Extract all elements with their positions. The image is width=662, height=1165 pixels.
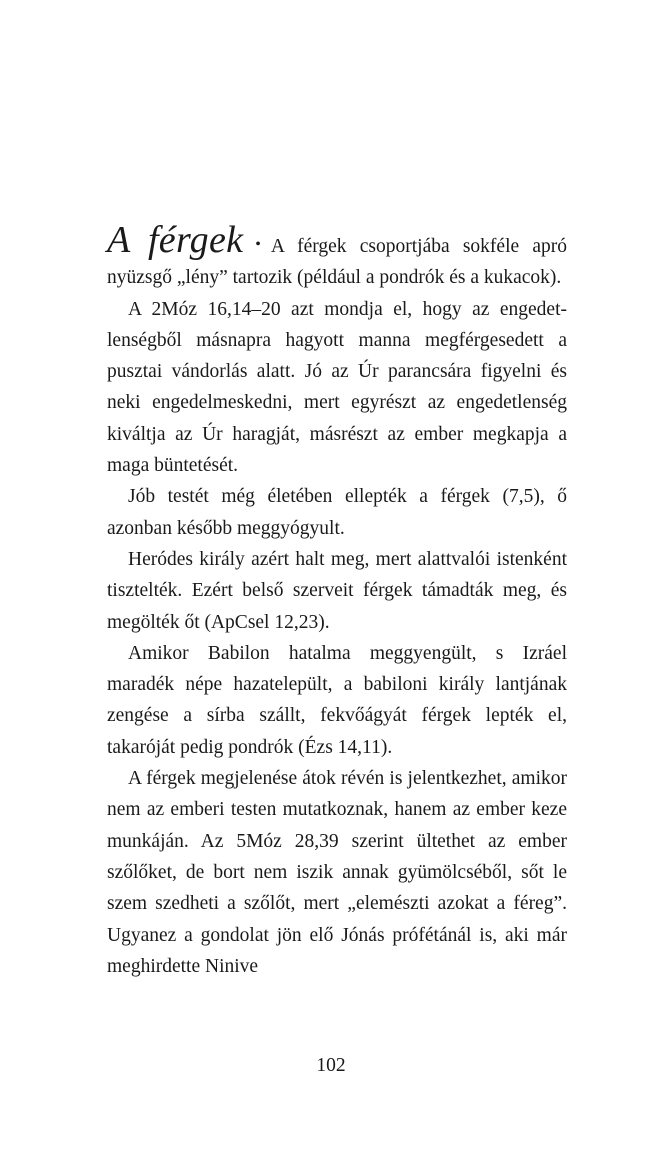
page-body-text	[107, 219, 567, 982]
page-number: 102	[316, 1055, 346, 1076]
paragraph-curse: A férgek megjelenése átok révén is jelentkezhet, amikor nem az emberi testen mutatkoznak, hanem az ember keze munkáján. Az 5Móz 28,39 szerint ültethet az ember szőlőket, de bort nem iszik annak gyümölcséből, sőt le szem szedheti a szőlőt, mert „elemészti azokat a féreg”. Ugyanez a gondolat jön elő Jónás prófétánál is, aki már meghirdette Ninive	[107, 768, 567, 977]
paragraph-herod: Heródes király azért halt meg, mert alattvalói istenként tisztelték. Ezért belső szerveit férgek támadták meg, és megölték őt (ApCsel 12,23).	[107, 548, 567, 633]
paragraph-manna: A 2Móz 16,14–20 azt mondja el, hogy az engedetlenségből másnapra hagyott manna megférgesedett a pusztai vándorlás alatt. Jó az Úr parancsára figyelni és neki engedelmeskedni, mert egyrészt az engedetlenség kiváltja az Úr haragját, másrészt az ember megkapja a maga büntetését.	[107, 298, 567, 477]
paragraph-job: Jób testét még életében ellepték a férgek (7,5), ő azonban később meggyógyult.	[107, 486, 567, 539]
entry-intro-paragraph	[107, 219, 567, 294]
entry-title: A férgek	[107, 219, 244, 261]
title-separator-bullet: •	[255, 236, 261, 253]
paragraph-babylon: Amikor Babilon hatalma meggyengült, s Izráel maradék népe hazatelepült, a babiloni király lantjának zengése a sírba szállt, fekvőágyát férgek lepték el, takaróját pedig pondrók (Ézs 14,11).	[107, 642, 567, 758]
entry-intro-text: A férgek csoportjába sokféle apró nyüzsgő „lény” tartozik (például a pondrók és a kukacok).	[107, 236, 567, 289]
